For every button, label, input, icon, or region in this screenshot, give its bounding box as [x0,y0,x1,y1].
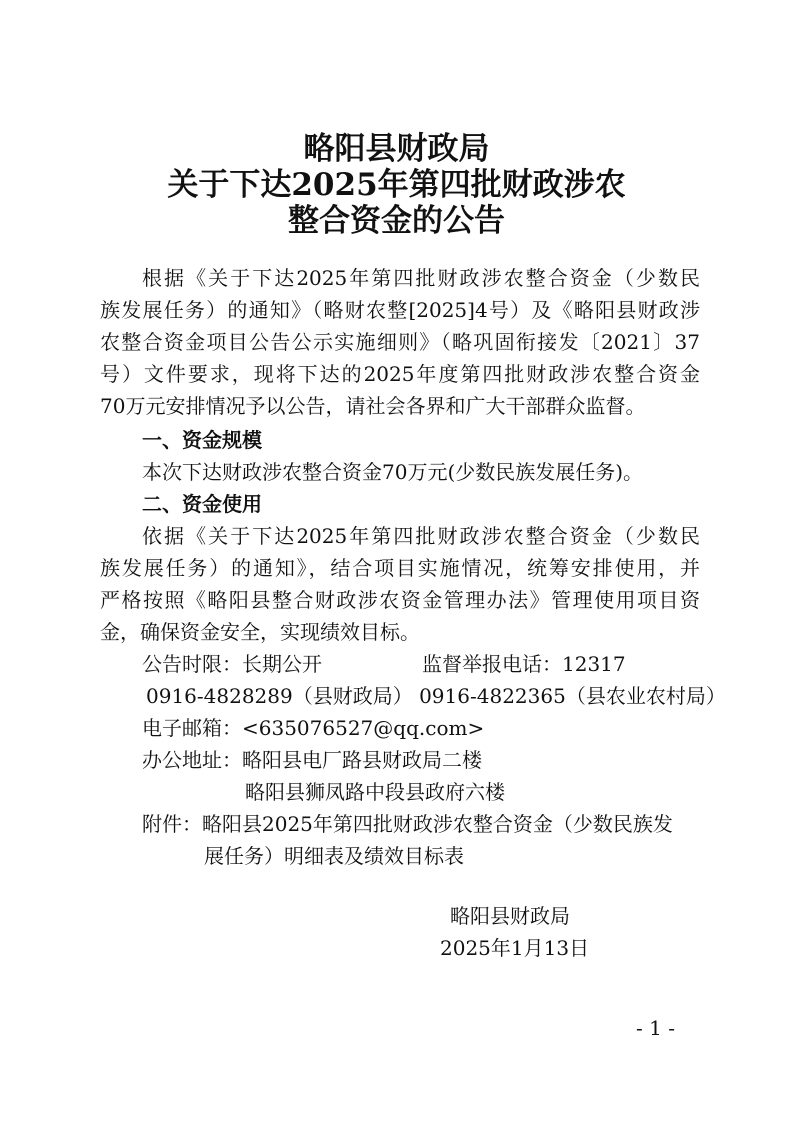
paragraph-line: 严格按照《略阳县整合财政涉农资金管理办法》管理使用项目资 [100,588,700,612]
paragraph-line: 金，确保资金安全，实现绩效目标。 [100,620,420,644]
notice-address-2: 略阳县狮凤路中段县政府六楼 [245,780,505,804]
paragraph-line: 根据《关于下达2025年第四批财政涉农整合资金（少数民 [142,266,700,290]
page-number: - 1 - [636,1016,675,1040]
paragraph-line: 号）文件要求，现将下达的2025年度第四批财政涉农整合资金 [100,362,700,386]
section-heading-usage: 二、资金使用 [142,492,262,516]
attachment-line-2: 展任务）明细表及绩效目标表 [204,844,464,868]
attachment-line-1: 附件：略阳县2025年第四批财政涉农整合资金（少数民族发 [142,812,673,836]
notice-address-1: 办公地址：略阳县电厂路县财政局二楼 [142,748,482,772]
notice-email: 电子邮箱：<635076527@qq.com> [142,716,485,740]
paragraph-line: 农整合资金项目公告公示实施细则》（略巩固衔接发〔2021〕37 [100,330,700,354]
paragraph-line: 族发展任务）的通知》，结合项目实施情况，统筹安排使用，并 [100,556,700,580]
paragraph-line: 依据《关于下达2025年第四批财政涉农整合资金（少数民 [142,524,700,548]
paragraph-line: 70万元安排情况予以公告，请社会各界和广大干部群众监督。 [100,394,646,418]
notice-phones: 0916-4828289（县财政局） 0916-4822365（县农业农村局） [146,684,726,708]
paragraph-line: 族发展任务）的通知》（略财农整[2025]4号）及《略阳县财政涉 [100,298,700,322]
doc-title-line-3: 整合资金的公告 [288,203,505,239]
notice-period: 公告时限：长期公开 [142,652,322,676]
signature-org: 略阳县财政局 [450,904,570,928]
signature-date: 2025年1月13日 [440,936,590,960]
section-text-scale: 本次下达财政涉农整合资金70万元(少数民族发展任务)。 [142,460,644,484]
notice-hotline: 监督举报电话：12317 [422,652,626,676]
section-heading-scale: 一、资金规模 [142,428,262,452]
doc-title-line-1: 略阳县财政局 [303,131,490,167]
doc-title-line-2: 关于下达2025年第四批财政涉农 [167,167,626,203]
